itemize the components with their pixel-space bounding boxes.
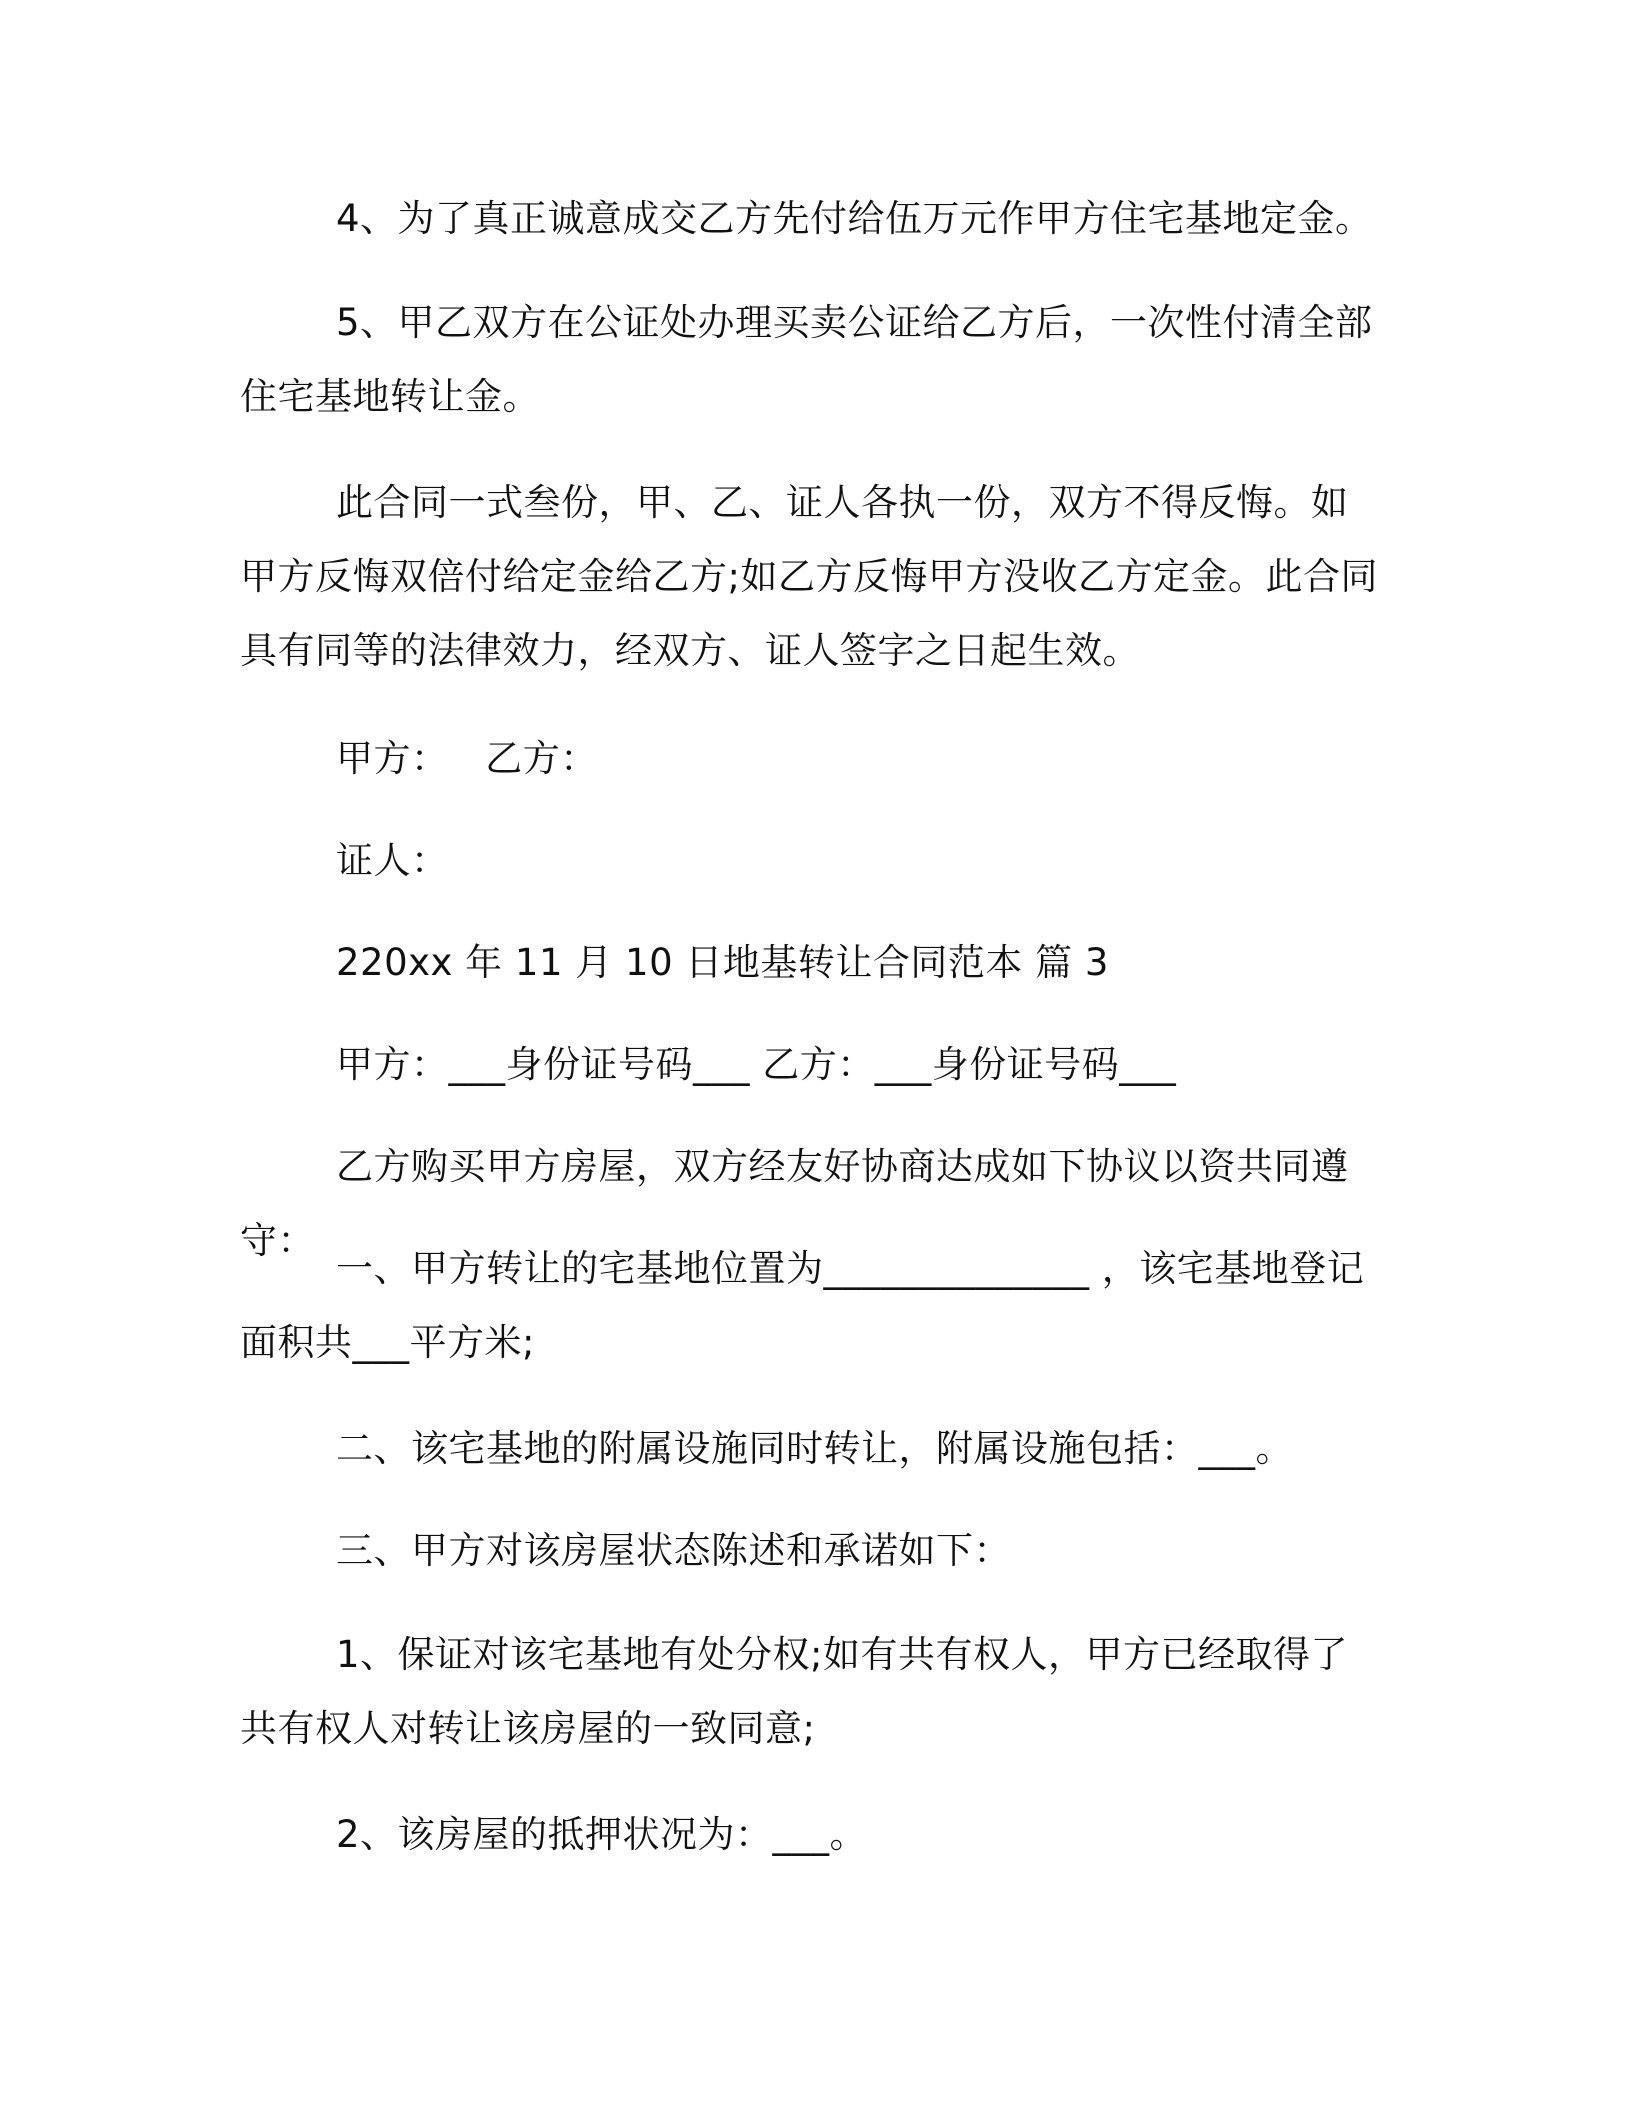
party-signature-line: 甲方： 乙方： (336, 737, 598, 780)
clause-3-statement: 三、甲方对该房屋状态陈述和承诺如下： (336, 1529, 1011, 1572)
clause-2-facilities: 二、该宅基地的附属设施同时转让，附属设施包括：___。 (336, 1427, 1293, 1470)
witness-signature-line: 证人： (336, 839, 449, 882)
section-title: 220xx 年 11 月 10 日地基转让合同范本 篇 3 (336, 941, 1109, 984)
contract-copies-clause: 此合同一式叁份，甲、乙、证人各执一份，双方不得反悔。如甲方反悔双倍付给定金给乙方;如乙方反悔甲方没收乙方定金。此合同具有同等的法律效力，经双方、证人签字之日起生效。 (240, 481, 1378, 672)
party-id-line: 甲方：___身份证号码___ 乙方：___身份证号码___ (336, 1043, 1177, 1086)
clause-5-payment: 5、甲乙双方在公证处办理买卖公证给乙方后，一次性付清全部住宅基地转让金。 (240, 301, 1373, 418)
clause-1-location: 一、甲方转让的宅基地位置为______________ ，该宅基地登记面积共___平方米; (240, 1247, 1365, 1364)
commitment-1-ownership: 1、保证对该宅基地有处分权;如有共有权人，甲方已经取得了共有权人对转让该房屋的一致同意; (240, 1633, 1349, 1750)
commitment-2-mortgage: 2、该房屋的抵押状况为：___。 (336, 1813, 868, 1856)
clause-4-deposit: 4、为了真正诚意成交乙方先付给伍万元作甲方住宅基地定金。 (336, 197, 1373, 240)
agreement-intro: 乙方购买甲方房屋，双方经友好协商达成如下协议以资共同遵守： (240, 1145, 1349, 1262)
